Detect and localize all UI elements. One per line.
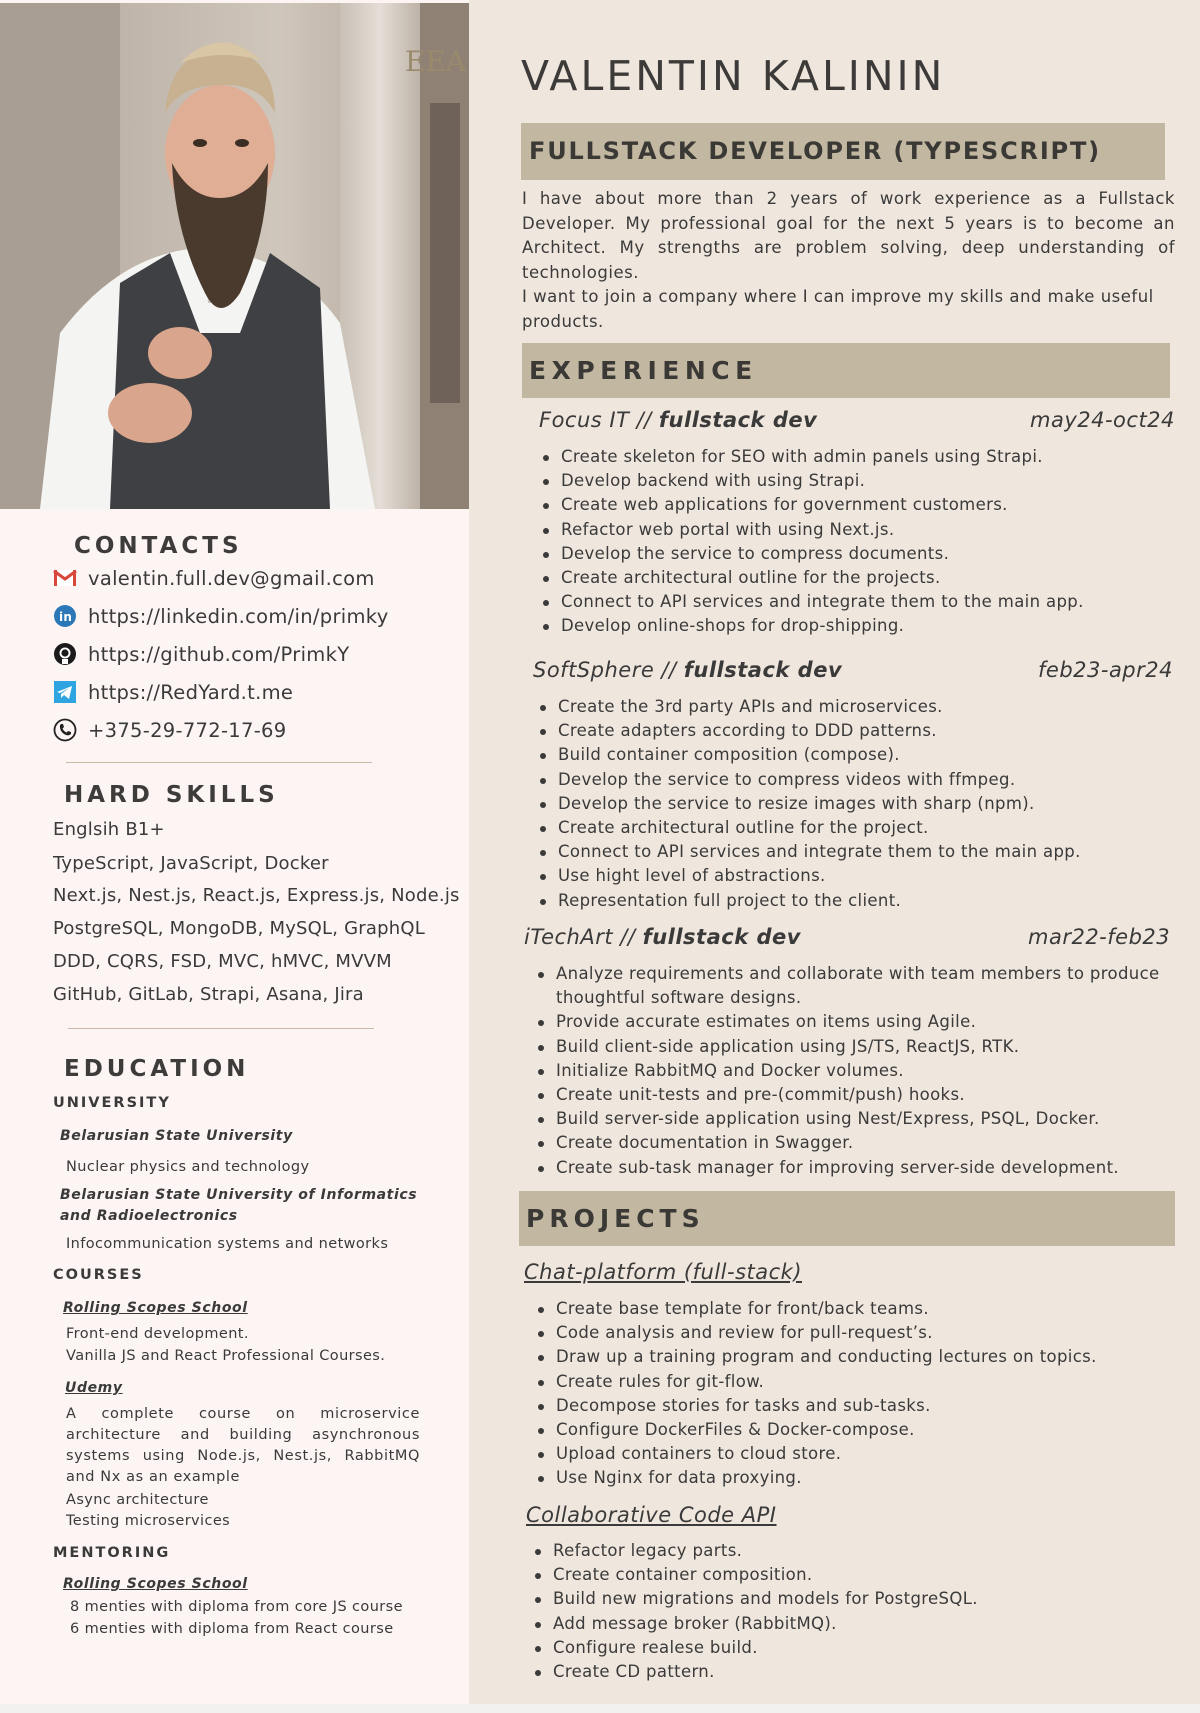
experience-title: EXPERIENCE — [529, 356, 758, 385]
list-item: Code analysis and review for pull-request’s. — [535, 1321, 1097, 1345]
job-position: fullstack dev — [642, 925, 801, 949]
university-field: Infocommunication systems and networks — [66, 1236, 389, 1252]
job-company: SoftSphere // — [533, 658, 684, 682]
skills-divider — [68, 1028, 374, 1029]
list-item: Create skeleton for SEO with admin panels using Strapi. — [540, 445, 1084, 469]
course-line: Async architecture — [66, 1492, 209, 1508]
phone-icon — [52, 717, 78, 743]
contacts-title: CONTACTS — [74, 533, 243, 559]
job-company: Focus IT // — [539, 408, 659, 432]
list-item: Configure DockerFiles & Docker-compose. — [535, 1418, 1097, 1442]
list-item: Upload containers to cloud store. — [535, 1442, 1097, 1466]
list-item: Refactor web portal with using Next.js. — [540, 518, 1084, 542]
education-title: EDUCATION — [64, 1056, 250, 1082]
contact-github-text: https://github.com/PrimkY — [88, 642, 350, 666]
list-item: Initialize RabbitMQ and Docker volumes. — [535, 1059, 1175, 1083]
skill-item: TypeScript, JavaScript, Docker — [53, 853, 329, 874]
list-item: Build server-side application using Nest/Express, PSQL, Docker. — [535, 1107, 1175, 1131]
university-label: UNIVERSITY — [53, 1095, 171, 1111]
job-heading — [533, 658, 842, 682]
job-company: iTechArt // — [524, 925, 643, 949]
contact-phone[interactable] — [52, 715, 286, 745]
job-position: fullstack dev — [683, 658, 843, 682]
project-name: Collaborative Code API — [526, 1503, 777, 1527]
list-item: Develop online-shops for drop-shipping. — [540, 614, 1084, 638]
contact-linkedin-text: https://linkedin.com/in/primky — [88, 604, 389, 628]
list-item: Create unit-tests and pre-(commit/push) hooks. — [535, 1083, 1175, 1107]
job-bullets — [540, 445, 1084, 639]
github-icon — [52, 641, 78, 667]
job-dates: mar22-feb23 — [1028, 925, 1171, 949]
contact-email[interactable] — [52, 563, 375, 593]
project-bullets — [535, 1297, 1097, 1491]
list-item: Create container composition. — [532, 1563, 978, 1587]
list-item: Develop the service to compress videos with ffmpeg. — [537, 768, 1081, 792]
summary-paragraph: I have about more than 2 years of work experience as a Fullstack Developer. My professional goal for the next 5 years is to become an Architect. My strengths are problem solving, deep understanding of technologies. — [522, 189, 1175, 282]
course-school: Udemy — [65, 1380, 123, 1396]
list-item: Build client-side application using JS/TS, ReactJS, RTK. — [535, 1035, 1175, 1059]
contact-linkedin[interactable] — [52, 601, 389, 631]
list-item: Create sub-task manager for improving server-side development. — [535, 1156, 1175, 1180]
skill-item: Englsih B1+ — [53, 819, 165, 840]
course-school: Rolling Scopes School — [63, 1300, 248, 1316]
contact-email-text: valentin.full.dev@gmail.com — [88, 566, 375, 590]
mentoring-line: 6 menties with diploma from React course — [70, 1621, 394, 1637]
job-heading — [539, 408, 817, 432]
projects-title: PROJECTS — [526, 1204, 705, 1233]
hard-skills-title: HARD SKILLS — [64, 782, 279, 808]
skill-item: DDD, CQRS, FSD, MVC, hMVC, MVVM — [53, 951, 392, 972]
list-item: Create the 3rd party APIs and microservices. — [537, 695, 1081, 719]
list-item: Provide accurate estimates on items using Agile. — [535, 1010, 1175, 1034]
job-bullets — [537, 695, 1081, 913]
list-item: Build new migrations and models for PostgreSQL. — [532, 1587, 978, 1611]
mentoring-label: MENTORING — [53, 1545, 171, 1561]
summary-paragraph: I want to join a company where I can improve my skills and make useful products. — [522, 287, 1154, 331]
list-item: Create architectural outline for the project. — [537, 816, 1081, 840]
university-name-line-2: and Radioelectronics — [60, 1208, 238, 1224]
list-item: Create base template for front/back teams. — [535, 1297, 1097, 1321]
contact-telegram[interactable] — [52, 677, 293, 707]
list-item: Connect to API services and integrate them to the main app. — [537, 840, 1081, 864]
project-bullets — [532, 1539, 978, 1684]
skill-item: Next.js, Nest.js, React.js, Express.js, Node.js — [53, 885, 460, 906]
contact-github[interactable] — [52, 639, 349, 669]
job-dates: may24-oct24 — [1030, 408, 1175, 432]
university-field: Nuclear physics and technology — [66, 1159, 310, 1175]
list-item: Develop the service to resize images with sharp (npm). — [537, 792, 1081, 816]
list-item: Create web applications for government customers. — [540, 493, 1084, 517]
skill-item: GitHub, GitLab, Strapi, Asana, Jira — [53, 984, 364, 1005]
list-item: Create adapters according to DDD patterns. — [537, 719, 1081, 743]
course-description: A complete course on microservice architecture and building asynchronous systems using Node.js, Nest.js, RabbitMQ and Nx as an example — [66, 1406, 420, 1485]
summary — [522, 187, 1175, 334]
list-item: Create documentation in Swagger. — [535, 1131, 1175, 1155]
university-name-line-1: Belarusian State University of Informatics — [60, 1187, 418, 1203]
job-heading — [524, 925, 801, 949]
contacts-divider — [66, 762, 372, 763]
list-item: Develop backend with using Strapi. — [540, 469, 1084, 493]
course-line: Front-end development. — [66, 1326, 249, 1342]
svg-text:in: in — [59, 610, 73, 624]
list-item: Build container composition (compose). — [537, 743, 1081, 767]
list-item: Use hight level of abstractions. — [537, 864, 1081, 888]
list-item: Analyze requirements and collaborate with team members to produce thoughtful software designs. — [535, 962, 1175, 1010]
course-line: Vanilla JS and React Professional Courses. — [66, 1348, 386, 1364]
linkedin-icon — [52, 603, 78, 629]
list-item: Refactor legacy parts. — [532, 1539, 978, 1563]
list-item: Create rules for git-flow. — [535, 1370, 1097, 1394]
project-name: Chat-platform (full-stack) — [524, 1260, 803, 1284]
profile-photo — [0, 3, 469, 509]
course-line: Testing microservices — [66, 1513, 231, 1529]
list-item: Draw up a training program and conducting lectures on topics. — [535, 1345, 1097, 1369]
list-item: Decompose stories for tasks and sub-tasks. — [535, 1394, 1097, 1418]
contact-phone-text: +375-29-772-17-69 — [88, 718, 287, 742]
list-item: Add message broker (RabbitMQ). — [532, 1612, 978, 1636]
list-item: Configure realese build. — [532, 1636, 978, 1660]
list-item: Create architectural outline for the projects. — [540, 566, 1084, 590]
mentoring-school: Rolling Scopes School — [63, 1576, 248, 1592]
contact-telegram-text: https://RedYard.t.me — [88, 680, 294, 704]
gmail-icon — [52, 565, 78, 591]
mentoring-line: 8 menties with diploma from core JS course — [70, 1599, 403, 1615]
left-column — [0, 0, 469, 1704]
list-item: Develop the service to compress documents. — [540, 542, 1084, 566]
list-item: Create CD pattern. — [532, 1660, 978, 1684]
list-item: Representation full project to the client. — [537, 889, 1081, 913]
candidate-name: VALENTIN KALININ — [521, 52, 946, 100]
university-name: Belarusian State University — [60, 1128, 293, 1144]
role-title: FULLSTACK DEVELOPER (TYPESCRIPT) — [529, 137, 1101, 165]
svg-text:EEA: EEA — [405, 45, 467, 78]
skill-item: PostgreSQL, MongoDB, MySQL, GraphQL — [53, 918, 425, 939]
telegram-icon — [52, 679, 78, 705]
job-dates: feb23-apr24 — [1038, 658, 1173, 682]
courses-label: COURSES — [53, 1267, 144, 1283]
list-item: Use Nginx for data proxying. — [535, 1466, 1097, 1490]
job-bullets — [535, 962, 1175, 1180]
list-item: Connect to API services and integrate them to the main app. — [540, 590, 1084, 614]
job-position: fullstack dev — [658, 408, 818, 432]
